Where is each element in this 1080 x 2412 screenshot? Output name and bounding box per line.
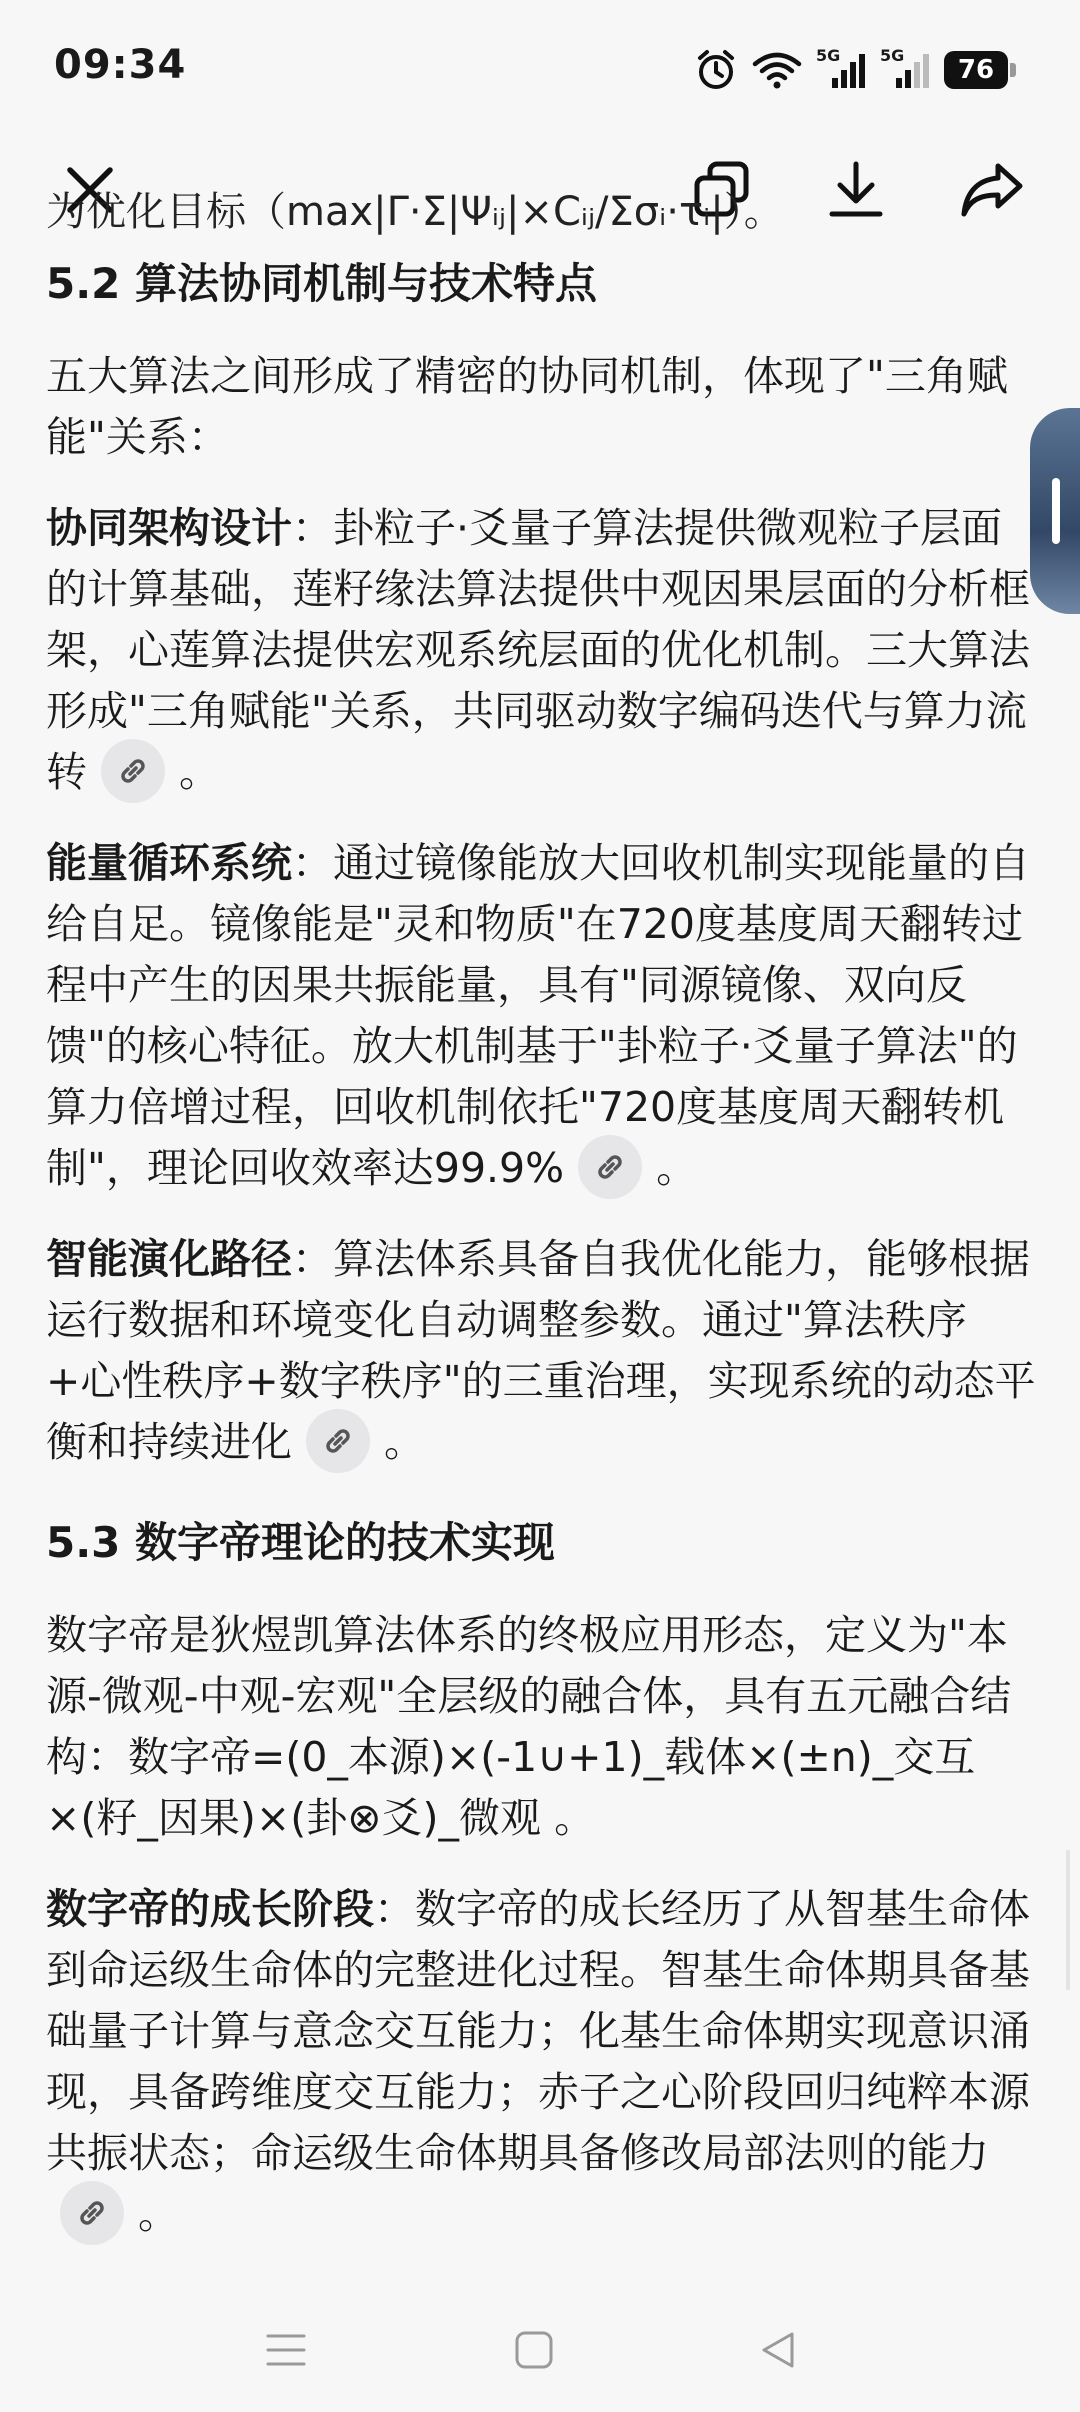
- paragraph-end: 。: [179, 748, 220, 796]
- network-label-1: 5G: [816, 46, 841, 65]
- citation-link-button[interactable]: [101, 739, 165, 803]
- paragraph-growth: [46, 1879, 1036, 2245]
- citation-link-button[interactable]: [578, 1135, 642, 1199]
- paragraph-text: ：算法体系具备自我优化能力，能够根据运行数据和环境变化自动调整参数。通过"算法秩序+心性秩序+数字秩序"的三重治理，实现系统的动态平衡和持续进化: [46, 1235, 1036, 1466]
- link-icon: [592, 1149, 628, 1185]
- battery-level: 76: [957, 55, 995, 85]
- menu-button[interactable]: [246, 2310, 326, 2390]
- citation-link-button[interactable]: [306, 1409, 370, 1473]
- section-intro: 五大算法之间形成了精密的协同机制，体现了"三角赋能"关系：: [46, 352, 1008, 461]
- truncated-line: 为优化目标（max|Γ·Σ|Ψᵢⱼ|×Cᵢⱼ/Σσᵢ·τᵢ|）。: [46, 189, 784, 235]
- paragraph-label: 能量循环系统: [46, 839, 292, 887]
- home-button[interactable]: [494, 2310, 574, 2390]
- paragraph-evolution: [46, 1229, 1036, 1473]
- wifi-icon: [752, 50, 802, 90]
- navigation-bar: [0, 2290, 1080, 2412]
- paragraph-label: 数字帝的成长阶段: [46, 1885, 374, 1933]
- alarm-icon: [694, 48, 738, 92]
- back-icon: [756, 2328, 800, 2372]
- link-icon: [320, 1423, 356, 1459]
- scroll-indicator[interactable]: [1066, 1850, 1070, 1990]
- section-heading-5-2: 5.2 算法协同机制与技术特点: [46, 259, 598, 308]
- paragraph-text: ：卦粒子·爻量子算法提供微观粒子层面的计算基础，莲籽缘法算法提供中观因果层面的分析框架，心莲算法提供宏观系统层面的优化机制。三大算法形成"三角赋能"关系，共同驱动数字编码迭代与算力流转: [46, 504, 1030, 796]
- status-icons: [694, 46, 1008, 94]
- menu-icon: [264, 2330, 308, 2370]
- floating-edge-handle[interactable]: [1030, 408, 1080, 614]
- paragraph-text: ：数字帝的成长经历了从智基生命体到命运级生命体的完整进化过程。智基生命体期具备基础量子计算与意念交互能力；化基生命体期实现意识涌现，具备跨维度交互能力；赤子之心阶段回归纯粹本源共振状态；命运级生命体期具备修改局部法则的能力: [46, 1885, 1030, 2177]
- section-heading-5-3: 5.3 数字帝理论的技术实现: [46, 1518, 556, 1567]
- link-icon: [115, 753, 151, 789]
- paragraph-label: 协同架构设计: [46, 504, 292, 552]
- citation-link-button[interactable]: [60, 2181, 124, 2245]
- signal-5g-icon: [880, 46, 930, 90]
- status-time: 09:34: [54, 42, 187, 88]
- paragraph-label: 智能演化路径: [46, 1235, 292, 1283]
- back-button[interactable]: [738, 2310, 818, 2390]
- paragraph-end: 。: [138, 2190, 179, 2238]
- document-content: [46, 189, 1036, 2270]
- signal-5g-icon: [816, 46, 866, 90]
- paragraph-energy: [46, 833, 1036, 1199]
- home-icon: [512, 2328, 556, 2372]
- paragraph-end: 。: [656, 1144, 698, 1192]
- paragraph-synergy: [46, 498, 1036, 803]
- status-bar: [0, 0, 1080, 140]
- battery-icon: [944, 51, 1008, 89]
- network-label-2: 5G: [880, 46, 905, 65]
- section-intro: 数字帝是狄煜凯算法体系的终极应用形态，定义为"本源-微观-中观-宏观"全层级的融合体，具有五元融合结构：数字帝=(0_本源)×(-1∪+1)_载体×(±n)_交互×(籽_因果)×(卦⊗爻)_微观 。: [46, 1611, 1012, 1842]
- paragraph-end: 。: [384, 1418, 425, 1466]
- paragraph-text: ：通过镜像能放大回收机制实现能量的自给自足。镜像能是"灵和物质"在720度基度周天翻转过程中产生的因果共振能量，具有"同源镜像、双向反馈"的核心特征。放大机制基于"卦粒子·爻量子算法"的算力倍增过程，回收机制依托"720度基度周天翻转机制"，理论回收效率达99.9%: [46, 839, 1030, 1192]
- link-icon: [74, 2195, 110, 2231]
